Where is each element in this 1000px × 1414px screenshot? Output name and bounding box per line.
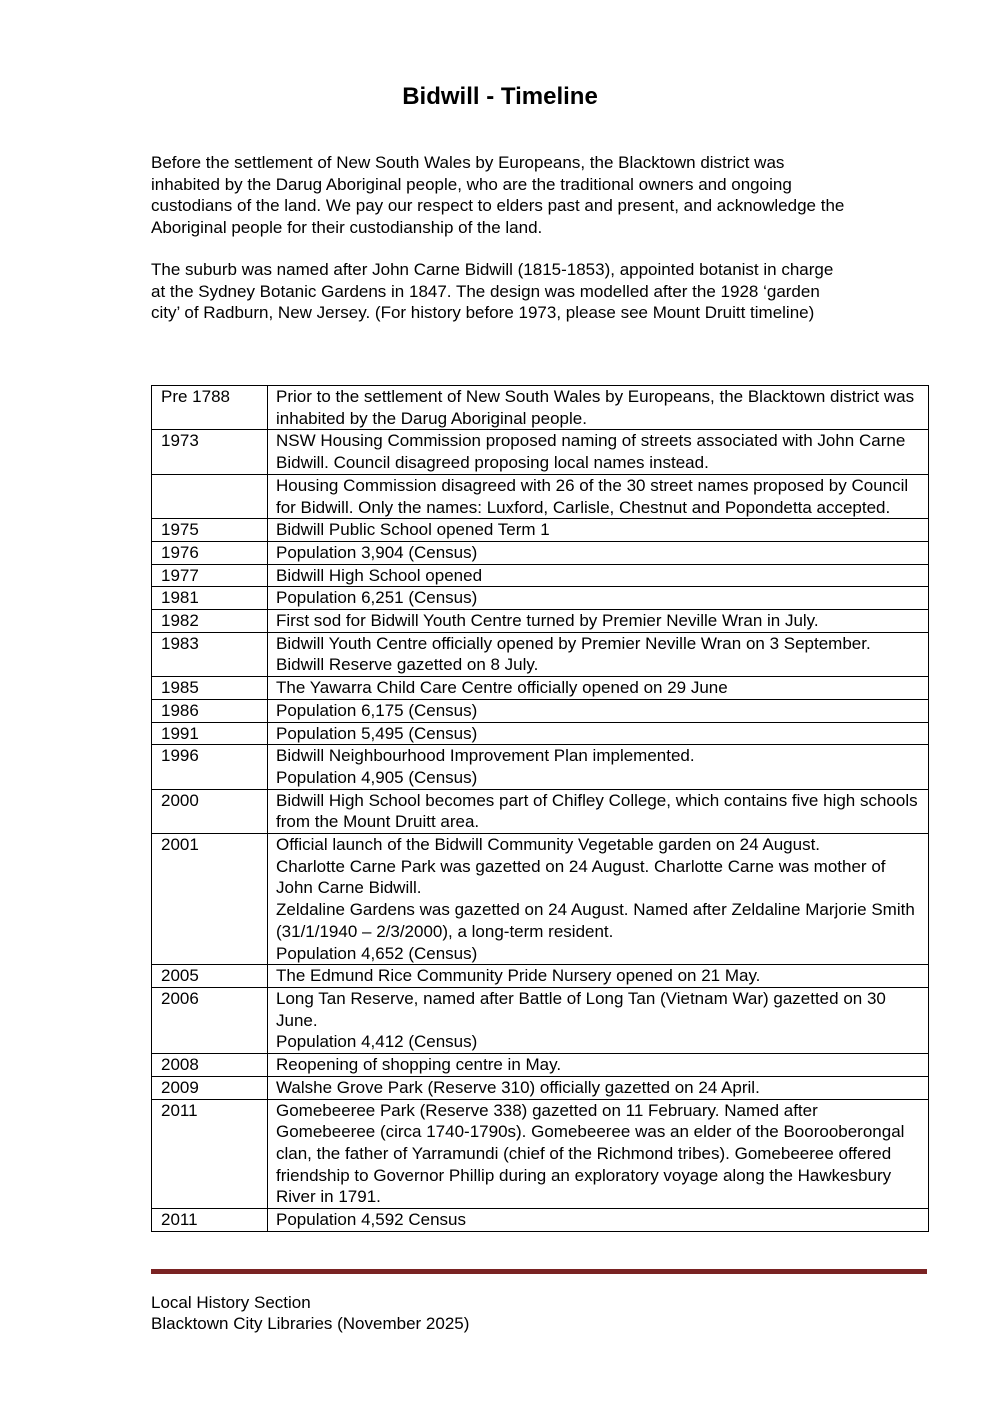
- timeline-row: [152, 430, 929, 474]
- timeline-row: [152, 987, 929, 1053]
- timeline-event: Bidwill Youth Centre officially opened by Premier Neville Wran on 3 September.: [276, 633, 871, 653]
- timeline-year: 2006: [152, 987, 268, 1053]
- timeline-event: Official launch of the Bidwill Community Vegetable garden on 24 August.: [276, 835, 821, 855]
- timeline-year: 1985: [152, 677, 268, 700]
- timeline-event: Population 4,652 (Census): [276, 943, 478, 963]
- timeline-event-cell: [268, 386, 929, 430]
- timeline-body: [152, 386, 929, 1232]
- timeline-row: [152, 610, 929, 633]
- timeline-event-cell: [268, 699, 929, 722]
- footer-library-name: Blacktown City Libraries (November 2025): [151, 1314, 470, 1333]
- timeline-row: [152, 722, 929, 745]
- timeline-event-cell: [268, 1099, 929, 1209]
- timeline-year: 2011: [152, 1209, 268, 1232]
- timeline-row: [152, 965, 929, 988]
- timeline-event: Population 4,905 (Census): [276, 767, 478, 787]
- timeline-event-cell: [268, 430, 929, 474]
- timeline-event: Bidwill Public School opened Term 1: [276, 520, 550, 540]
- timeline-event: The Edmund Rice Community Pride Nursery opened on 21 May.: [276, 966, 761, 986]
- timeline-year: Pre 1788: [152, 386, 268, 430]
- timeline-event-cell: [268, 610, 929, 633]
- timeline-event: Population 3,904 (Census): [276, 542, 478, 562]
- timeline-row: [152, 519, 929, 542]
- timeline-year: [152, 474, 268, 518]
- timeline-event-cell: [268, 789, 929, 833]
- timeline-row: [152, 677, 929, 700]
- timeline-year: 1991: [152, 722, 268, 745]
- timeline-year: 2008: [152, 1054, 268, 1077]
- timeline-year: 1976: [152, 541, 268, 564]
- timeline-event-cell: [268, 965, 929, 988]
- timeline-event: Prior to the settlement of New South Wales by Europeans, the Blacktown district was inhabited by the Darug Aboriginal people.: [276, 387, 915, 428]
- timeline-event-cell: [268, 677, 929, 700]
- timeline-year: 1983: [152, 632, 268, 676]
- timeline-event: Bidwill High School opened: [276, 565, 483, 585]
- timeline-event: Long Tan Reserve, named after Battle of Long Tan (Vietnam War) gazetted on 30 June.: [276, 988, 886, 1030]
- timeline-event-cell: [268, 834, 929, 965]
- timeline-event: Housing Commission disagreed with 26 of the 30 street names proposed by Council for Bidwill. Only the names: Luxford, Carlisle, Chestnut and Popondetta accepted.: [276, 475, 909, 517]
- timeline-row: [152, 564, 929, 587]
- timeline-row: [152, 1209, 929, 1232]
- timeline-event-cell: [268, 474, 929, 518]
- timeline-year: 1982: [152, 610, 268, 633]
- timeline-event: Population 5,495 (Census): [276, 723, 478, 743]
- timeline-event-cell: [268, 519, 929, 542]
- timeline-year: 1986: [152, 699, 268, 722]
- timeline-event: Bidwill High School becomes part of Chifley College, which contains five high schools from the Mount Druitt area.: [276, 790, 918, 832]
- timeline-event-cell: [268, 1076, 929, 1099]
- timeline-event: Bidwill Neighbourhood Improvement Plan implemented.: [276, 746, 695, 766]
- timeline-row: [152, 386, 929, 430]
- timeline-event: Population 4,412 (Census): [276, 1032, 478, 1052]
- timeline-year: 1973: [152, 430, 268, 474]
- timeline-event: Population 6,251 (Census): [276, 588, 478, 608]
- intro-paragraph-naming: The suburb was named after John Carne Bidwill (1815-1853), appointed botanist in charge at the Sydney Botanic Gardens in 1847. The design was modelled after the 1928 ‘garden city’ of Radburn, New Jersey. (For history before 1973, please see Mount Druitt timeline): [151, 260, 834, 323]
- footer-section-name: Local History Section: [151, 1293, 311, 1312]
- timeline-event-cell: [268, 632, 929, 676]
- timeline-event-cell: [268, 541, 929, 564]
- timeline-event: Population 4,592 Census: [276, 1210, 466, 1230]
- timeline-event-cell: [268, 722, 929, 745]
- footer-divider: [151, 1269, 927, 1274]
- timeline-year: 2011: [152, 1099, 268, 1209]
- timeline-event: Population 6,175 (Census): [276, 700, 478, 720]
- timeline-event: Walshe Grove Park (Reserve 310) officially gazetted on 24 April.: [276, 1077, 760, 1097]
- timeline-event-cell: [268, 587, 929, 610]
- timeline-event-cell: [268, 1054, 929, 1077]
- timeline-row: [152, 1099, 929, 1209]
- timeline-event: Charlotte Carne Park was gazetted on 24 August. Charlotte Carne was mother of John Carne Bidwill.: [276, 856, 886, 898]
- timeline-row: [152, 1054, 929, 1077]
- timeline-row: [152, 541, 929, 564]
- footer: [151, 1292, 469, 1334]
- timeline-row: [152, 745, 929, 789]
- timeline-row: [152, 834, 929, 965]
- timeline-event-cell: [268, 564, 929, 587]
- timeline-row: [152, 699, 929, 722]
- timeline-event: Zeldaline Gardens was gazetted on 24 August. Named after Zeldaline Marjorie Smith (31/1/1940 – 2/3/2000), a long-term resident.: [276, 900, 915, 941]
- timeline-event: The Yawarra Child Care Centre officially opened on 29 June: [276, 678, 728, 698]
- timeline-row: [152, 632, 929, 676]
- timeline-event-cell: [268, 745, 929, 789]
- timeline-year: 1977: [152, 564, 268, 587]
- timeline-row: [152, 1076, 929, 1099]
- timeline-event: Reopening of shopping centre in May.: [276, 1055, 562, 1075]
- timeline-year: 1996: [152, 745, 268, 789]
- timeline-event: First sod for Bidwill Youth Centre turned by Premier Neville Wran in July.: [276, 611, 819, 631]
- timeline-year: 1981: [152, 587, 268, 610]
- timeline-event-cell: [268, 987, 929, 1053]
- timeline-event: Gomebeeree Park (Reserve 338) gazetted on 11 February. Named after Gomebeeree (circa 1740-1790s). Gomebeeree was an elder of the Boorooberongal clan, the father of Yarramundi (chief of the Richmond tribes). Gomebeeree offered friendship to Governor Phillip during an exploratory voyage along the Hawkesbury River in 1791.: [276, 1100, 905, 1207]
- page-title: Bidwill - Timeline: [402, 83, 598, 110]
- timeline-year: 2009: [152, 1076, 268, 1099]
- timeline-event-cell: [268, 1209, 929, 1232]
- timeline-event: NSW Housing Commission proposed naming of streets associated with John Carne Bidwill. Council disagreed proposing local names instead.: [276, 431, 906, 473]
- timeline-row: [152, 587, 929, 610]
- timeline-year: 2000: [152, 789, 268, 833]
- timeline-row: [152, 474, 929, 518]
- timeline-year: 2005: [152, 965, 268, 988]
- intro-paragraph-acknowledgement: Before the settlement of New South Wales by Europeans, the Blacktown district was inhabited by the Darug Aboriginal people, who are the traditional owners and ongoing custodians of the land. We pay our respect to elders past and present, and acknowledge the Aboriginal people for their custodianship of the land.: [151, 153, 845, 238]
- timeline-event: Bidwill Reserve gazetted on 8 July.: [276, 655, 539, 675]
- timeline-year: 2001: [152, 834, 268, 965]
- timeline-table: [151, 385, 929, 1232]
- timeline-year: 1975: [152, 519, 268, 542]
- timeline-row: [152, 789, 929, 833]
